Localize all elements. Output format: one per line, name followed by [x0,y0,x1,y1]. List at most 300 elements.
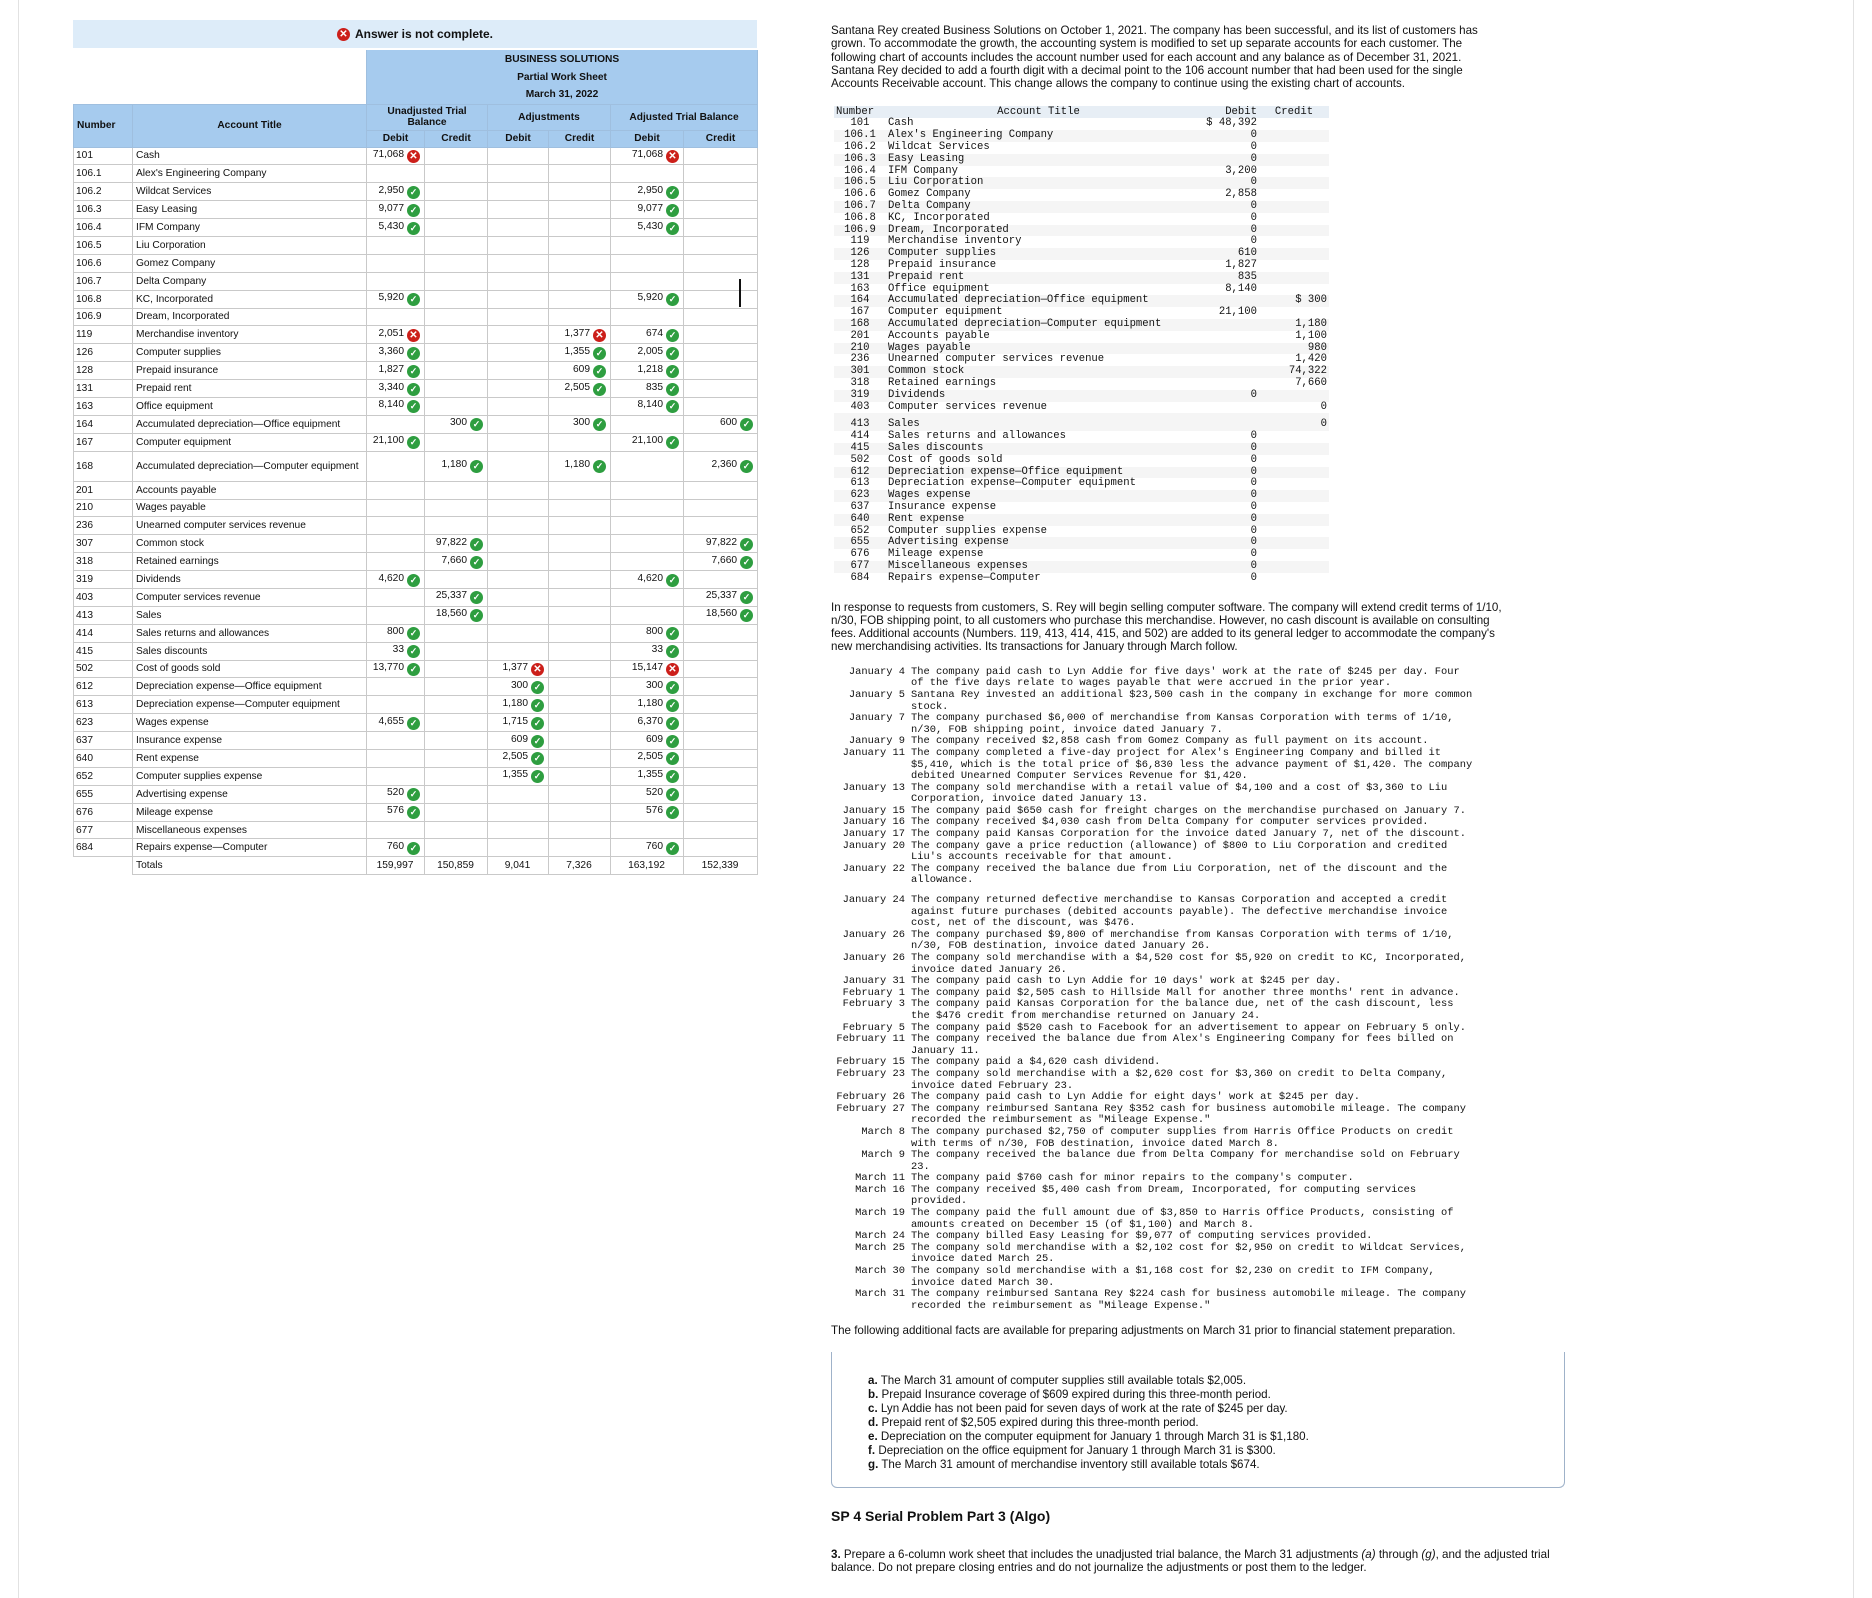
adj-credit-cell[interactable] [549,433,611,451]
adj-credit-cell[interactable] [549,344,611,362]
unadj-debit-cell[interactable] [367,219,425,237]
adj-credit-cell[interactable] [549,290,611,308]
unadj-debit-cell[interactable] [367,183,425,201]
unadj-debit-cell[interactable] [367,236,425,254]
adj-debit-cell[interactable] [488,147,549,165]
atb-credit-cell[interactable] [684,415,758,433]
adj-debit-cell[interactable] [488,326,549,344]
unadj-debit-cell[interactable] [367,588,425,606]
transaction-date: January 20 [842,839,905,852]
atb-debit-cell[interactable] [611,642,684,660]
amount-value: 800 [646,626,663,638]
amount-value: 5,430 [378,220,404,232]
atb-debit-cell[interactable] [611,183,684,201]
atb-credit-cell[interactable] [684,344,758,362]
unadj-debit-cell[interactable] [367,732,425,750]
atb-credit-cell[interactable] [684,165,758,183]
unadj-debit-cell[interactable] [367,344,425,362]
adj-debit-cell[interactable] [488,588,549,606]
adj-credit-cell[interactable] [549,624,611,642]
unadj-credit-cell[interactable] [425,803,488,821]
atb-credit-cell[interactable] [684,678,758,696]
atb-debit-cell[interactable] [611,517,684,535]
adj-debit-cell[interactable] [488,553,549,571]
coa-title: Prepaid rent [886,272,1191,284]
atb-credit-cell[interactable] [684,517,758,535]
adj-credit-cell[interactable] [549,571,611,589]
atb-credit-cell[interactable] [684,624,758,642]
account-title-cell: Wages expense [133,714,367,732]
atb-debit-cell[interactable] [611,750,684,768]
unadj-credit-cell[interactable] [425,219,488,237]
unadj-credit-cell[interactable] [425,433,488,451]
incorrect-icon: ✕ [666,150,679,163]
amount-value: 2,950 [378,184,404,196]
correct-check-icon: ✓ [470,609,483,622]
atb-credit-cell[interactable] [684,571,758,589]
text-cursor [739,279,741,307]
unadj-debit-cell[interactable] [367,147,425,165]
adj-debit-cell[interactable] [488,517,549,535]
unadj-debit-cell[interactable] [367,165,425,183]
atb-debit-cell[interactable] [611,344,684,362]
adj-credit-cell[interactable] [549,714,611,732]
atb-credit-cell[interactable] [684,481,758,499]
transaction-date: January 13 [842,781,905,794]
unadj-credit-cell[interactable] [425,499,488,517]
unadj-credit-cell[interactable] [425,380,488,398]
coa-credit [1259,118,1329,130]
adj-debit-cell[interactable] [488,642,549,660]
adj-debit-cell[interactable] [488,750,549,768]
unadj-debit-cell[interactable] [367,201,425,219]
unadj-debit-cell[interactable] [367,553,425,571]
unadj-credit-cell[interactable] [425,750,488,768]
unadj-debit-cell[interactable] [367,750,425,768]
atb-debit-cell[interactable] [611,714,684,732]
atb-credit-cell[interactable] [684,272,758,290]
adj-debit-cell[interactable] [488,397,549,415]
atb-credit-cell[interactable] [684,750,758,768]
coa-debit: 0 [1250,453,1257,466]
unadj-credit-cell[interactable] [425,642,488,660]
correct-check-icon: ✓ [593,383,606,396]
atb-credit-cell[interactable] [684,660,758,678]
unadj-debit-cell[interactable] [367,499,425,517]
amount-value: 300 [511,679,528,691]
account-title-cell: Accumulated depreciation—Office equipment [133,415,367,433]
atb-credit-cell[interactable] [684,553,758,571]
adj-debit-cell[interactable] [488,451,549,481]
unadj-debit-cell[interactable] [367,785,425,803]
atb-debit-cell[interactable] [611,678,684,696]
adj-debit-cell[interactable] [488,714,549,732]
coa-title: Easy Leasing [886,154,1191,166]
adj-credit-cell[interactable] [549,147,611,165]
atb-debit-cell[interactable] [611,201,684,219]
adj-debit-cell[interactable] [488,481,549,499]
transaction-date: January 26 [842,952,905,964]
coa-header-credit: Credit [1259,106,1329,118]
atb-credit-cell[interactable] [684,588,758,606]
atb-debit-cell[interactable] [611,821,684,839]
worksheet-row [74,553,758,571]
correct-check-icon: ✓ [407,627,420,640]
adj-debit-cell[interactable] [488,290,549,308]
unadj-debit-cell[interactable] [367,642,425,660]
unadj-debit-cell[interactable] [367,571,425,589]
atb-debit-cell[interactable] [611,397,684,415]
coa-debit: 0 [1191,467,1259,479]
atb-debit-cell[interactable] [611,571,684,589]
atb-debit-cell[interactable] [611,272,684,290]
atb-debit-cell[interactable] [611,147,684,165]
unadj-credit-cell[interactable] [425,415,488,433]
atb-credit-cell[interactable] [684,254,758,272]
adj-debit-cell[interactable] [488,183,549,201]
coa-title: Cash [888,117,914,130]
unadj-debit-cell[interactable] [367,290,425,308]
unadj-debit-cell[interactable] [367,696,425,714]
atb-debit-cell[interactable] [611,606,684,624]
atb-debit-cell[interactable] [611,588,684,606]
atb-debit-cell[interactable] [611,219,684,237]
atb-debit-cell[interactable] [611,624,684,642]
atb-debit-cell[interactable] [611,481,684,499]
account-title-cell: IFM Company [133,219,367,237]
adj-credit-cell[interactable] [549,362,611,380]
atb-credit-cell[interactable] [684,696,758,714]
coa-title: Dividends [886,390,1191,402]
adj-credit-cell[interactable] [549,660,611,678]
unadj-credit-cell[interactable] [425,326,488,344]
atb-debit-cell[interactable] [611,785,684,803]
unadj-debit-cell[interactable] [367,326,425,344]
unadj-credit-cell[interactable] [425,606,488,624]
atb-credit-cell[interactable] [684,535,758,553]
atb-credit-cell[interactable] [684,308,758,326]
atb-credit-cell[interactable] [684,326,758,344]
unadj-credit-cell[interactable] [425,308,488,326]
amount-value: 18,560 [705,608,738,620]
atb-debit-cell[interactable] [611,254,684,272]
atb-credit-cell[interactable] [684,236,758,254]
atb-credit-cell[interactable] [684,642,758,660]
coa-credit [1259,537,1329,549]
coa-debit: 0 [1191,537,1259,549]
atb-credit-cell[interactable] [684,499,758,517]
adj-debit-cell[interactable] [488,380,549,398]
adj-debit-cell[interactable] [488,839,549,857]
adj-credit-cell[interactable] [549,750,611,768]
atb-credit-cell[interactable] [684,201,758,219]
adj-debit-cell[interactable] [488,571,549,589]
fact-text: The March 31 amount of merchandise inventory still available totals $674. [881,1457,1260,1471]
adj-debit-cell[interactable] [488,696,549,714]
atb-debit-cell[interactable] [611,732,684,750]
adj-credit-cell[interactable] [549,678,611,696]
account-title-cell: Advertising expense [133,785,367,803]
adj-credit-cell[interactable] [549,588,611,606]
unadj-debit-cell[interactable] [367,624,425,642]
adj-debit-cell[interactable] [488,785,549,803]
unadj-credit-cell[interactable] [425,147,488,165]
adj-credit-cell[interactable] [549,380,611,398]
atb-credit-cell[interactable] [684,147,758,165]
adj-credit-cell[interactable] [549,785,611,803]
account-number-cell: 126 [74,344,133,362]
atb-credit-cell[interactable] [684,362,758,380]
atb-debit-cell[interactable] [611,165,684,183]
atb-credit-cell[interactable] [684,397,758,415]
atb-credit-cell[interactable] [684,821,758,839]
adj-debit-cell[interactable] [488,308,549,326]
atb-debit-cell[interactable] [611,308,684,326]
adj-credit-cell[interactable] [549,397,611,415]
unadj-credit-cell[interactable] [425,678,488,696]
atb-debit-cell[interactable] [611,290,684,308]
coa-number: 106.8 [844,211,876,224]
adj-credit-cell[interactable] [549,767,611,785]
adj-credit-cell[interactable] [549,219,611,237]
atb-debit-cell[interactable] [611,553,684,571]
adj-credit-cell[interactable] [549,254,611,272]
unadj-debit-cell[interactable] [367,380,425,398]
adj-debit-cell[interactable] [488,219,549,237]
coa-row [834,272,1329,284]
unadj-debit-cell[interactable] [367,272,425,290]
atb-credit-cell[interactable] [684,803,758,821]
amount-value: 3,340 [378,381,404,393]
atb-credit-cell[interactable] [684,732,758,750]
adj-debit-cell[interactable] [488,272,549,290]
unadj-credit-cell[interactable] [425,362,488,380]
unadj-debit-cell[interactable] [367,433,425,451]
atb-debit-cell[interactable] [611,380,684,398]
atb-credit-cell[interactable] [684,767,758,785]
coa-title: Mileage expense [888,548,984,561]
atb-credit-cell[interactable] [684,183,758,201]
unadj-debit-cell[interactable] [367,535,425,553]
adj-debit-cell[interactable] [488,535,549,553]
adj-debit-cell[interactable] [488,201,549,219]
adj-credit-cell[interactable] [549,535,611,553]
atb-credit-cell[interactable] [684,290,758,308]
adj-credit-cell[interactable] [549,499,611,517]
adj-credit-cell[interactable] [549,553,611,571]
adj-debit-cell[interactable] [488,362,549,380]
unadj-debit-cell[interactable] [367,517,425,535]
unadj-credit-cell[interactable] [425,624,488,642]
atb-debit-cell[interactable] [611,236,684,254]
worksheet-row [74,344,758,362]
adj-debit-cell[interactable] [488,344,549,362]
adj-debit-cell[interactable] [488,803,549,821]
adj-credit-cell[interactable] [549,183,611,201]
unadj-debit-cell[interactable] [367,678,425,696]
adj-credit-cell[interactable] [549,236,611,254]
adj-debit-cell[interactable] [488,732,549,750]
unadj-credit-cell[interactable] [425,839,488,857]
adj-credit-cell[interactable] [549,201,611,219]
adj-credit-cell[interactable] [549,308,611,326]
atb-credit-cell[interactable] [684,839,758,857]
adj-debit-cell[interactable] [488,415,549,433]
amount-value: 1,180 [637,697,663,709]
account-title-cell: Miscellaneous expenses [133,821,367,839]
adj-credit-cell[interactable] [549,451,611,481]
unadj-debit-cell[interactable] [367,606,425,624]
answer-status-text: Answer is not complete. [354,27,494,41]
transaction-date: January 17 [842,828,905,841]
adj-credit-cell[interactable] [549,732,611,750]
transaction-date: January 11 [842,746,905,759]
coa-number: 640 [834,514,886,526]
adj-debit-cell[interactable] [488,624,549,642]
coa-credit [1259,189,1329,201]
coa-credit [1259,390,1329,402]
coa-number: 684 [850,571,870,584]
amount-value: 609 [573,363,590,375]
atb-debit-cell[interactable] [611,326,684,344]
incorrect-icon: ✕ [593,329,606,342]
unadj-credit-cell[interactable] [425,183,488,201]
unadj-credit-cell[interactable] [425,254,488,272]
transaction-text: The company paid $2,505 cash to Hillside Mall for another three months' rent in advance. [911,986,1460,999]
adj-debit-cell[interactable] [488,606,549,624]
atb-debit-cell[interactable] [611,660,684,678]
adj-debit-cell[interactable] [488,236,549,254]
unadj-credit-cell[interactable] [425,571,488,589]
adj-debit-cell[interactable] [488,499,549,517]
adj-debit-cell[interactable] [488,678,549,696]
coa-title: Merchandise inventory [888,235,1022,248]
transaction-text: The company received the balance due from Alex's Engineering Company for fees billed on January 11. [911,1033,1454,1057]
unadj-credit-cell[interactable] [425,451,488,481]
adj-credit-cell[interactable] [549,165,611,183]
correct-check-icon: ✓ [666,574,679,587]
correct-check-icon: ✓ [531,752,544,765]
adj-credit-cell[interactable] [549,803,611,821]
atb-credit-cell[interactable] [684,219,758,237]
atb-debit-cell[interactable] [611,767,684,785]
unadj-debit-cell[interactable] [367,415,425,433]
unadj-credit-cell[interactable] [425,236,488,254]
unadj-debit-cell[interactable] [367,839,425,857]
unadj-credit-cell[interactable] [425,821,488,839]
unadj-credit-cell[interactable] [425,553,488,571]
atb-credit-cell[interactable] [684,380,758,398]
unadj-debit-cell[interactable] [367,254,425,272]
atb-credit-cell[interactable] [684,606,758,624]
unadj-credit-cell[interactable] [425,344,488,362]
adj-debit-cell[interactable] [488,821,549,839]
unadj-credit-cell[interactable] [425,767,488,785]
transaction-list [831,667,1851,1313]
coa-debit: 0 [1250,548,1257,561]
amount-value: 2,505 [564,381,590,393]
coa-debit [1191,413,1259,431]
atb-debit-cell[interactable] [611,499,684,517]
col-header-adj-credit: Credit [549,130,611,147]
unadj-debit-cell[interactable] [367,714,425,732]
unadj-debit-cell[interactable] [367,803,425,821]
adj-credit-cell[interactable] [549,481,611,499]
atb-debit-cell[interactable] [611,803,684,821]
adj-credit-cell[interactable] [549,839,611,857]
atb-debit-cell[interactable] [611,839,684,857]
atb-credit-cell[interactable] [684,433,758,451]
atb-debit-cell[interactable] [611,362,684,380]
unadj-credit-cell[interactable] [425,660,488,678]
unadj-credit-cell[interactable] [425,785,488,803]
adj-credit-cell[interactable] [549,821,611,839]
worksheet-panel [73,20,757,875]
unadj-debit-cell[interactable] [367,397,425,415]
unadj-credit-cell[interactable] [425,397,488,415]
atb-credit-cell[interactable] [684,451,758,481]
atb-debit-cell[interactable] [611,535,684,553]
atb-debit-cell[interactable] [611,696,684,714]
coa-row [834,561,1329,573]
unadj-debit-cell[interactable] [367,451,425,481]
unadj-debit-cell[interactable] [367,821,425,839]
unadj-credit-cell[interactable] [425,517,488,535]
account-number-cell: 106.1 [74,165,133,183]
correct-check-icon: ✓ [407,347,420,360]
unadj-credit-cell[interactable] [425,732,488,750]
unadj-debit-cell[interactable] [367,660,425,678]
unadj-credit-cell[interactable] [425,272,488,290]
amount-value: 33 [392,644,404,656]
atb-credit-cell[interactable] [684,714,758,732]
unadj-credit-cell[interactable] [425,696,488,714]
adj-debit-cell[interactable] [488,767,549,785]
atb-debit-cell[interactable] [611,451,684,481]
adj-debit-cell[interactable] [488,660,549,678]
adj-credit-cell[interactable] [549,642,611,660]
adj-credit-cell[interactable] [549,272,611,290]
merchandising-paragraph: In response to requests from customers, S. Rey will begin selling computer software. The company will extend credit terms of 1/10, n/30, FOB shipping point, to all customers who purchase this merchandise. However, no cash discount is available on consulting fees. Additional accounts (Numbers. 119, 413, 414, 415, and 502) are added to its general ledger to accommodate the company's new merchandising activities. Its transactions for January through March follow. [831,600,1502,654]
atb-debit-cell[interactable] [611,433,684,451]
unadj-credit-cell[interactable] [425,201,488,219]
unadj-debit-cell[interactable] [367,308,425,326]
unadj-credit-cell[interactable] [425,481,488,499]
unadj-credit-cell[interactable] [425,588,488,606]
unadj-credit-cell[interactable] [425,535,488,553]
adj-debit-cell[interactable] [488,165,549,183]
unadj-credit-cell[interactable] [425,714,488,732]
adj-credit-cell[interactable] [549,606,611,624]
coa-title: Wages payable [886,343,1191,355]
unadj-debit-cell[interactable] [367,481,425,499]
unadj-debit-cell[interactable] [367,767,425,785]
unadj-credit-cell[interactable] [425,165,488,183]
atb-credit-cell[interactable] [684,785,758,803]
adj-credit-cell[interactable] [549,696,611,714]
adj-debit-cell[interactable] [488,433,549,451]
amount-value: 300 [646,679,663,691]
correct-check-icon: ✓ [407,663,420,676]
adj-credit-cell[interactable] [549,326,611,344]
adj-credit-cell[interactable] [549,415,611,433]
atb-debit-cell[interactable] [611,415,684,433]
adj-debit-cell[interactable] [488,254,549,272]
unadj-credit-cell[interactable] [425,290,488,308]
unadj-debit-cell[interactable] [367,362,425,380]
adj-credit-cell[interactable] [549,517,611,535]
transaction-text: The company received $4,030 cash from Delta Company for computer services provided. [911,816,1429,829]
